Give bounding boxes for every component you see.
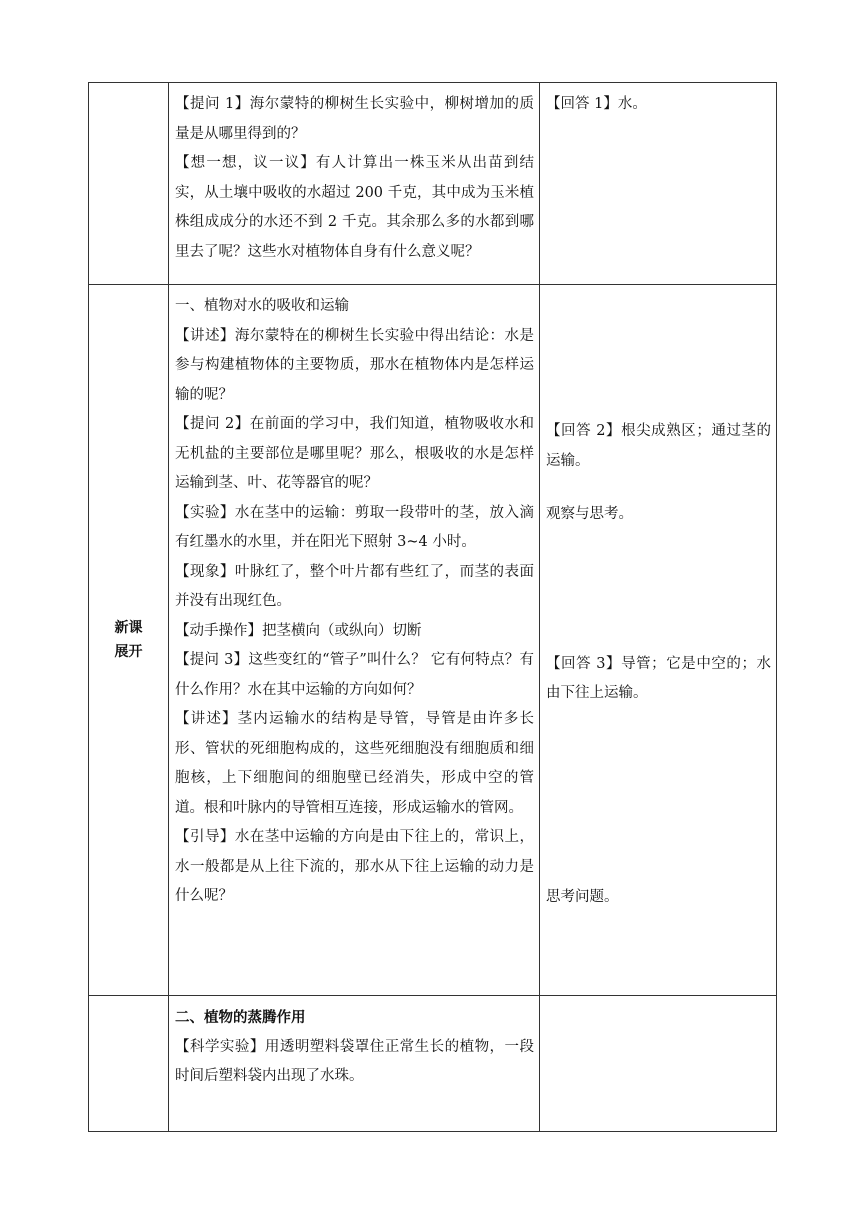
guide: 【引导】水在茎中运输的方向是由下往上的，常识上，水一般都是从上往下流的，那水从下往上运输的动力是什么呢？	[175, 829, 534, 904]
teacher-activity-cell	[169, 996, 540, 1132]
science-experiment: 【科学实验】用透明塑料袋罩住正常生长的植物，一段时间后塑料袋内出现了水珠。	[175, 1038, 534, 1084]
section-label-line1: 新课	[114, 620, 143, 636]
student-activity-cell	[540, 996, 777, 1132]
lesson-plan-table	[88, 82, 777, 1132]
phenomenon: 【现象】叶脉红了，整个叶片都有些红了，而茎的表面并没有出现红色。	[175, 563, 534, 609]
answer-2: 【回答 2】根尖成熟区；通过茎的运输。	[546, 423, 771, 469]
hands-on: 【动手操作】把茎横向（或纵向）切断	[175, 622, 422, 639]
section-heading-1: 一、植物对水的吸收和运输	[175, 298, 349, 314]
section-label-line2: 展开	[114, 644, 143, 660]
answer-1: 【回答 1】水。	[546, 96, 647, 112]
observe-think: 观察与思考。	[546, 506, 633, 522]
table-row	[89, 996, 777, 1132]
think-discuss: 【想一想，议一议】有人计算出一株玉米从出苗到结实，从土壤中吸收的水超过 200 千克，其中成为玉米植株组成成分的水还不到 2 千克。其余那么多的水都到哪里去了呢？这些水对植物体自身有什么意义呢？	[175, 155, 534, 260]
table-row	[89, 83, 777, 285]
question-1: 【提问 1】海尔蒙特的柳树生长实验中，柳树增加的质量是从哪里得到的？	[175, 96, 534, 142]
teacher-activity-cell	[169, 83, 540, 285]
question-2: 【提问 2】在前面的学习中，我们知道，植物吸收水和无机盐的主要部位是哪里呢？那么，根吸收的水是怎样运输到茎、叶、花等器官的呢？	[175, 416, 534, 491]
section-heading-2: 二、植物的蒸腾作用	[175, 1009, 306, 1026]
consider-question: 思考问题。	[546, 888, 619, 905]
experiment: 【实验】水在茎中的运输：剪取一段带叶的茎，放入滴有红墨水的水里，并在阳光下照射 3~4 小时。	[175, 504, 534, 550]
question-3: 【提问 3】这些变红的“管子”叫什么？ 它有何特点？有什么作用？水在其中运输的方向如何？	[175, 652, 534, 698]
table-row	[89, 285, 777, 996]
label-cell-empty	[89, 996, 169, 1132]
teacher-activity-cell	[169, 285, 540, 996]
student-activity-cell	[540, 285, 777, 996]
student-activity-cell	[540, 83, 777, 285]
section-label-cell	[89, 285, 169, 996]
lecture-1: 【讲述】海尔蒙特在的柳树生长实验中得出结论：水是参与构建植物体的主要物质，那水在植物体内是怎样运输的呢？	[175, 327, 534, 403]
lecture-2: 【讲述】茎内运输水的结构是导管，导管是由许多长形、管状的死细胞构成的，这些死细胞没有细胞质和细胞核，上下细胞间的细胞壁已经消失，形成中空的管道。根和叶脉内的导管相互连接，形成运输水的管网。	[175, 711, 534, 816]
answer-3: 【回答 3】导管；它是中空的；水由下往上运输。	[546, 655, 771, 701]
label-cell-empty	[89, 83, 169, 285]
